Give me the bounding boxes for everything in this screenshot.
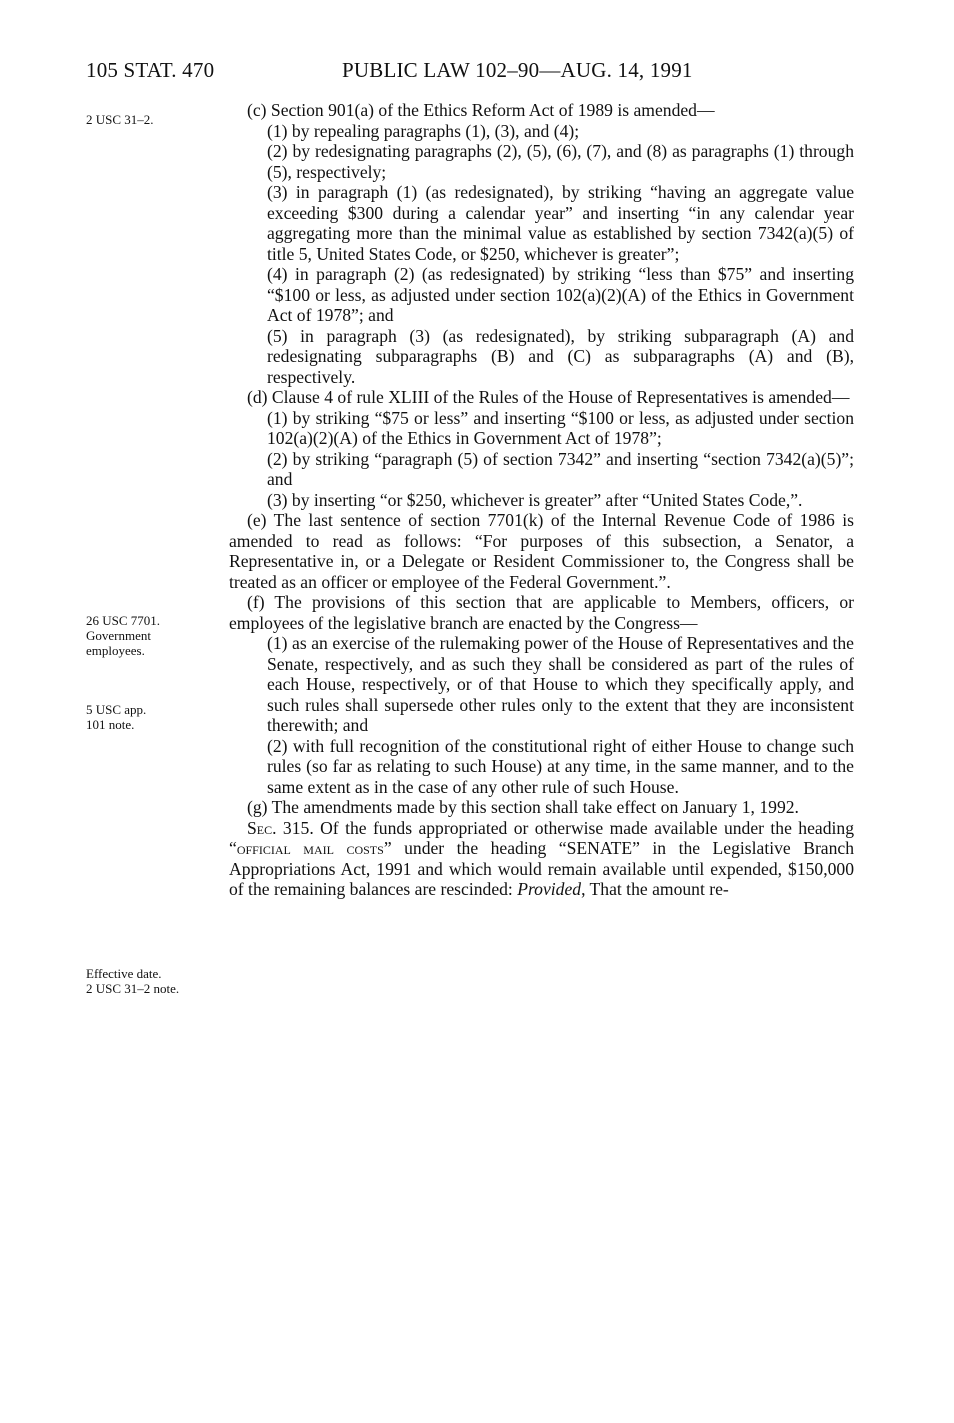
paragraph-c4: (4) in paragraph (2) (as redesignated) by striking “less than $75” and inserting “$100 or less, as adjusted under section 102(a)(2)(A) of the Ethics in Government Act of 1978”; and — [267, 264, 854, 325]
page-running-head: PUBLIC LAW 102–90—AUG. 14, 1991 — [342, 58, 693, 82]
section-text: ” under the heading “SENATE” in the Legislative Branch Appropriations Act, 1991 and which would remain available until expended, $150,000 of the remaining balances are rescinded: — [229, 838, 855, 899]
section-heading-term: official mail costs — [236, 838, 384, 858]
paragraph-d3: (3) by inserting “or $250, whichever is greater” after “United States Code,”. — [267, 489, 803, 510]
subsection-e: (e) The last sentence of section 7701(k) of the Internal Revenue Code of 1986 is amended to read as follows: “For purposes of this subsection, a Senator, a Representative in, or a Delegate or Resident Commissioner to, the Congress shall be treated as an officer or employee of the Federal Government.”. — [229, 510, 854, 592]
subsection-d: (d) Clause 4 of rule XLIII of the Rules of the House of Representatives is amended— — [247, 387, 850, 407]
section-text: , That the amount re- — [581, 879, 729, 899]
paragraph-d1: (1) by striking “$75 or less” and inserting “$100 or less, as adjusted under section 102(a)(2)(A) of the Ethics in Government Act of 1978”; — [267, 407, 854, 448]
section-text: 315. Of the funds appropriated or otherwise made available under the heading “ — [229, 817, 854, 858]
paragraph-f1: (1) as an exercise of the rulemaking power of the House of Representatives and the Senate, respectively, and as such they shall be considered as part of the rules of each House, respectively, or of that House to which they specifically apply, and such rules shall supersede other rules only to the extent that they are inconsistent therewith; and — [267, 633, 854, 735]
paragraph-d2: (2) by striking “paragraph (5) of section 7342” and inserting “section 7342(a)(5)”; and — [267, 448, 854, 489]
margin-note-citation — [86, 702, 206, 732]
margin-note-citation — [86, 966, 206, 996]
body-text — [229, 100, 854, 900]
paragraph-c3: (3) in paragraph (1) (as redesignated), by striking “having an aggregate value exceeding $300 during a calendar year” and inserting “in any calendar year aggregating more than the minimal value as established by section 7342(a)(5) of title 5, United States Code, or $250, whichever is greater”; — [267, 182, 854, 264]
paragraph-c2: (2) by redesignating paragraphs (2), (5), (6), (7), and (8) as paragraphs (1) through (5), respectively; — [267, 141, 854, 182]
margin-note-text: 26 USC 7701. — [86, 613, 161, 628]
paragraph-c1: (1) by repealing paragraphs (1), (3), and (4); — [267, 120, 580, 141]
page-stat-number: 105 STAT. 470 — [86, 58, 215, 82]
section-provided-term: Provided — [517, 879, 582, 899]
section-315 — [229, 818, 854, 900]
margin-note-text: 2 USC 31–2 note. — [86, 981, 180, 996]
subsection-f: (f) The provisions of this section that are applicable to Members, officers, or employees of the legislative branch are enacted by the Congress— — [229, 592, 854, 633]
subsection-g: (g) The amendments made by this section shall take effect on January 1, 1992. — [247, 797, 799, 817]
margin-note-text: Government employees. — [86, 628, 151, 658]
subsection-c: (c) Section 901(a) of the Ethics Reform Act of 1989 is amended— — [247, 100, 715, 120]
margin-note-citation — [86, 613, 206, 658]
margin-note-citation — [86, 112, 206, 127]
paragraph-c5: (5) in paragraph (3) (as redesignated), by striking subparagraph (A) and redesignating subparagraphs (B) and (C) as subparagraphs (A) and (B), respectively. — [267, 325, 854, 387]
margin-note-text: 101 note. — [86, 717, 135, 732]
section-label: Sec. — [247, 817, 277, 838]
paragraph-f2: (2) with full recognition of the constitutional right of either House to change such rules (so far as relating to such House) at any time, in the same manner, and to the same extent as in the case of any other rule of such House. — [267, 735, 854, 797]
margin-note-text: 5 USC app. — [86, 702, 147, 717]
margin-note-text: Effective date. — [86, 966, 162, 981]
margin-note-text: 2 USC 31–2. — [86, 112, 154, 127]
